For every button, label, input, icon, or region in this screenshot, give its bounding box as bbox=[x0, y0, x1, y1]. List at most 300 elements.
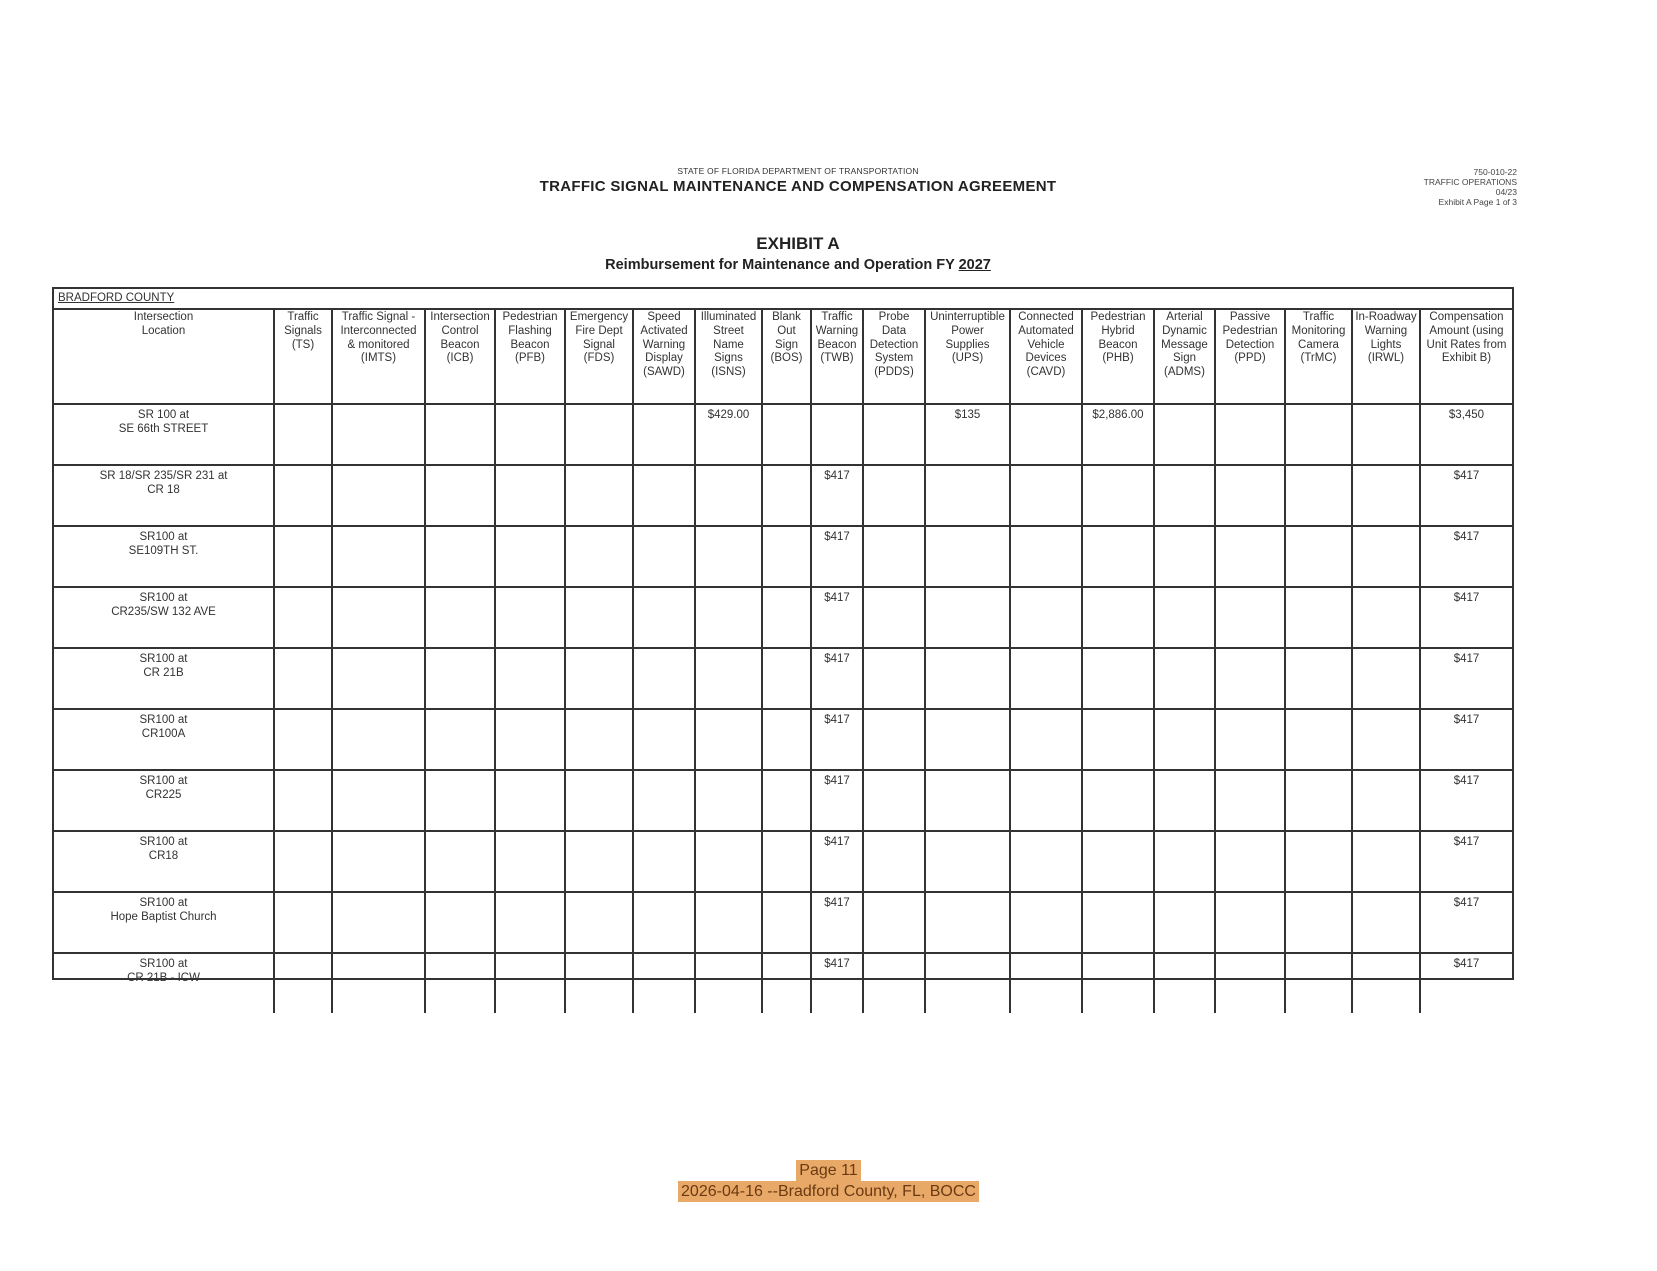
table-row bbox=[54, 892, 1512, 953]
column-header-line: Vehicle bbox=[1027, 338, 1065, 351]
amount-cell bbox=[1154, 404, 1215, 465]
column-header-line: Exhibit B) bbox=[1441, 352, 1492, 365]
amount-cell bbox=[1082, 648, 1154, 709]
column-header bbox=[695, 308, 762, 404]
amount-cell bbox=[1010, 709, 1082, 770]
intersection-location-line: SR100 at bbox=[139, 592, 188, 604]
intersection-location-line: SR 18/SR 235/SR 231 at bbox=[99, 470, 228, 482]
column-header-line: Signs bbox=[714, 352, 743, 365]
column-header-line: Monitoring bbox=[1291, 324, 1346, 337]
amount-cell bbox=[762, 770, 811, 831]
form-meta-block bbox=[1424, 167, 1517, 207]
amount-cell bbox=[425, 404, 495, 465]
column-header-line: Traffic bbox=[821, 311, 853, 323]
amount-cell bbox=[274, 526, 332, 587]
amount-cell bbox=[633, 831, 695, 892]
column-header-line: Display bbox=[645, 352, 683, 365]
compensation-amount-cell: $417 bbox=[1420, 465, 1512, 526]
reimbursement-table bbox=[52, 287, 1514, 984]
intersection-location-line: CR 18 bbox=[147, 484, 180, 496]
column-header-line: Pedestrian bbox=[502, 311, 558, 323]
table-row bbox=[54, 709, 1512, 770]
amount-cell bbox=[495, 892, 565, 953]
amount-cell bbox=[425, 587, 495, 648]
column-header bbox=[1352, 308, 1420, 404]
compensation-amount-cell: $417 bbox=[1420, 892, 1512, 953]
amount-cell bbox=[695, 831, 762, 892]
intersection-location-line: CR235/SW 132 AVE bbox=[111, 606, 216, 618]
amount-cell bbox=[495, 831, 565, 892]
intersection-location-cell bbox=[54, 404, 274, 465]
amount-cell bbox=[565, 526, 633, 587]
amount-cell bbox=[1352, 892, 1420, 953]
amount-cell bbox=[1082, 953, 1154, 1013]
amount-cell bbox=[1285, 709, 1352, 770]
amount-cell: $135 bbox=[925, 404, 1010, 465]
amount-cell bbox=[762, 953, 811, 1013]
amount-cell bbox=[332, 770, 425, 831]
amount-cell bbox=[332, 953, 425, 1013]
amount-cell bbox=[633, 404, 695, 465]
amount-cell bbox=[274, 404, 332, 465]
intersection-location-line: SE 66th STREET bbox=[118, 423, 209, 435]
amount-cell bbox=[1082, 587, 1154, 648]
intersection-location-cell bbox=[54, 831, 274, 892]
column-header-line: (UPS) bbox=[951, 352, 984, 365]
intersection-location-line: SR100 at bbox=[139, 714, 188, 726]
column-header-line: Illuminated bbox=[700, 311, 757, 323]
amount-cell bbox=[1285, 831, 1352, 892]
amount-cell bbox=[332, 587, 425, 648]
amount-cell bbox=[925, 587, 1010, 648]
column-header-line: In-Roadway bbox=[1355, 311, 1417, 323]
amount-cell: $417 bbox=[811, 770, 863, 831]
amount-cell bbox=[1154, 953, 1215, 1013]
amount-cell bbox=[1154, 465, 1215, 526]
column-header-line: Supplies bbox=[945, 338, 990, 351]
amount-cell bbox=[1215, 831, 1285, 892]
intersection-location-line: SE109TH ST. bbox=[128, 545, 199, 557]
amount-cell bbox=[332, 404, 425, 465]
amount-cell bbox=[425, 465, 495, 526]
intersection-location-line: SR100 at bbox=[139, 958, 188, 970]
amount-cell bbox=[633, 770, 695, 831]
intersection-location-line: SR100 at bbox=[139, 775, 188, 787]
column-header-line: Beacon bbox=[1098, 338, 1138, 351]
column-header-line: (SAWD) bbox=[643, 366, 685, 379]
amount-cell bbox=[274, 465, 332, 526]
amount-cell bbox=[1154, 526, 1215, 587]
compensation-amount-cell: $3,450 bbox=[1420, 404, 1512, 465]
amount-cell bbox=[1010, 831, 1082, 892]
amount-cell bbox=[1215, 404, 1285, 465]
compensation-amount-cell: $417 bbox=[1420, 770, 1512, 831]
column-header-line: Intersection bbox=[133, 311, 194, 323]
amount-cell bbox=[863, 648, 925, 709]
amount-cell bbox=[565, 709, 633, 770]
amount-cell bbox=[1215, 587, 1285, 648]
amount-cell bbox=[1010, 404, 1082, 465]
column-header-line: Signals bbox=[284, 324, 322, 337]
column-header-line: Lights bbox=[1370, 338, 1402, 351]
amount-cell bbox=[633, 892, 695, 953]
amount-cell bbox=[863, 709, 925, 770]
amount-cell bbox=[1154, 831, 1215, 892]
amount-cell bbox=[425, 831, 495, 892]
amount-cell bbox=[1082, 770, 1154, 831]
amount-cell bbox=[425, 953, 495, 1013]
amount-cell bbox=[1082, 892, 1154, 953]
amount-cell bbox=[332, 709, 425, 770]
amount-cell bbox=[1082, 831, 1154, 892]
amount-cell bbox=[1285, 892, 1352, 953]
amount-cell bbox=[495, 587, 565, 648]
amount-cell bbox=[1352, 648, 1420, 709]
column-header bbox=[1215, 308, 1285, 404]
amount-cell bbox=[1154, 770, 1215, 831]
amount-cell bbox=[425, 648, 495, 709]
amount-cell bbox=[695, 770, 762, 831]
intersection-location-cell bbox=[54, 770, 274, 831]
amount-cell bbox=[863, 404, 925, 465]
county-row bbox=[54, 289, 1512, 310]
amount-cell bbox=[863, 953, 925, 1013]
column-header-line: Passive bbox=[1229, 311, 1271, 323]
amount-cell bbox=[565, 770, 633, 831]
column-header-line: Signal bbox=[583, 338, 615, 351]
amount-cell bbox=[863, 892, 925, 953]
amount-cell bbox=[633, 587, 695, 648]
exhibit-subtitle bbox=[0, 257, 1596, 273]
amount-cell bbox=[1285, 404, 1352, 465]
column-header-line: Intersection bbox=[430, 311, 490, 323]
compensation-amount-cell: $417 bbox=[1420, 953, 1512, 1013]
table-row bbox=[54, 587, 1512, 648]
amount-cell bbox=[695, 526, 762, 587]
column-header-line: (TWB) bbox=[820, 352, 854, 365]
intersection-location-cell bbox=[54, 465, 274, 526]
amount-cell bbox=[1352, 709, 1420, 770]
column-header-line: Traffic bbox=[1302, 311, 1335, 323]
amount-cell bbox=[925, 709, 1010, 770]
amount-cell bbox=[925, 770, 1010, 831]
amount-cell bbox=[1285, 526, 1352, 587]
amount-cell: $417 bbox=[811, 709, 863, 770]
amount-cell bbox=[1010, 892, 1082, 953]
amount-cell bbox=[1082, 709, 1154, 770]
table-row bbox=[54, 465, 1512, 526]
intersection-location-line: CR100A bbox=[141, 728, 186, 740]
column-header-line: Warning bbox=[1364, 324, 1408, 337]
amount-cell bbox=[1352, 831, 1420, 892]
amount-cell bbox=[633, 953, 695, 1013]
amount-cell bbox=[1352, 526, 1420, 587]
amount-cell: $429.00 bbox=[695, 404, 762, 465]
amount-cell bbox=[565, 404, 633, 465]
meeting-label: 2026-04-16 --Bradford County, FL, BOCC bbox=[678, 1181, 979, 1202]
table-row bbox=[54, 404, 1512, 465]
compensation-amount-cell: $417 bbox=[1420, 831, 1512, 892]
amount-cell bbox=[495, 953, 565, 1013]
amount-cell: $2,886.00 bbox=[1082, 404, 1154, 465]
column-header-line: Connected bbox=[1018, 311, 1074, 323]
column-header-line: Sign bbox=[774, 338, 799, 351]
column-header-line: Speed bbox=[647, 311, 681, 323]
column-header bbox=[863, 308, 925, 404]
amount-cell bbox=[1082, 526, 1154, 587]
amount-cell bbox=[1010, 526, 1082, 587]
amount-cell bbox=[274, 587, 332, 648]
column-header-line: Emergency bbox=[569, 311, 629, 323]
county-label: BRADFORD COUNTY bbox=[58, 292, 175, 304]
column-header-line: Hybrid bbox=[1101, 324, 1135, 337]
amount-cell: $417 bbox=[811, 953, 863, 1013]
column-header bbox=[811, 308, 863, 404]
amount-cell bbox=[1154, 892, 1215, 953]
amount-cell bbox=[425, 526, 495, 587]
column-header-line: (ADMS) bbox=[1164, 366, 1205, 379]
page-label: Page 11 bbox=[796, 1160, 860, 1181]
amount-cell bbox=[1352, 465, 1420, 526]
column-header-line: Pedestrian bbox=[1090, 311, 1146, 323]
intersection-location-line: SR 100 at bbox=[137, 409, 190, 421]
amount-cell bbox=[1352, 953, 1420, 1013]
column-header bbox=[633, 308, 695, 404]
exhibit-subtitle-text: Reimbursement for Maintenance and Operation FY bbox=[605, 257, 959, 273]
amount-cell bbox=[1082, 465, 1154, 526]
column-header bbox=[495, 308, 565, 404]
amount-cell bbox=[762, 404, 811, 465]
amount-cell bbox=[565, 648, 633, 709]
amount-cell bbox=[1154, 709, 1215, 770]
amount-cell bbox=[925, 465, 1010, 526]
intersection-location-cell bbox=[54, 892, 274, 953]
amount-cell bbox=[925, 892, 1010, 953]
column-header-line: (FDS) bbox=[583, 352, 615, 365]
column-header-line: Unit Rates from bbox=[1426, 338, 1507, 351]
amount-cell bbox=[495, 404, 565, 465]
intersection-location-cell bbox=[54, 526, 274, 587]
column-header bbox=[332, 308, 425, 404]
column-header-line: Traffic bbox=[287, 311, 319, 323]
column-header bbox=[1154, 308, 1215, 404]
amount-cell bbox=[274, 709, 332, 770]
amount-cell bbox=[695, 648, 762, 709]
amount-cell bbox=[274, 953, 332, 1013]
amount-cell bbox=[495, 770, 565, 831]
table-row bbox=[54, 648, 1512, 709]
amount-cell bbox=[332, 526, 425, 587]
amount-cell bbox=[1154, 648, 1215, 709]
amount-cell bbox=[1215, 465, 1285, 526]
amount-cell bbox=[274, 770, 332, 831]
column-header-line: Amount (using bbox=[1429, 324, 1504, 337]
table-row bbox=[54, 526, 1512, 587]
column-header-line: Pedestrian bbox=[1222, 324, 1278, 337]
amount-cell bbox=[762, 648, 811, 709]
amount-cell bbox=[425, 709, 495, 770]
amount-cell: $417 bbox=[811, 831, 863, 892]
column-header bbox=[1082, 308, 1154, 404]
column-header bbox=[762, 308, 811, 404]
amount-cell bbox=[695, 892, 762, 953]
column-header-line: Arterial bbox=[1166, 311, 1203, 323]
amount-cell bbox=[1010, 465, 1082, 526]
amount-cell bbox=[1285, 648, 1352, 709]
intersection-location-line: SR100 at bbox=[139, 653, 188, 665]
column-header bbox=[1285, 308, 1352, 404]
column-header-line: (TrMC) bbox=[1300, 352, 1337, 365]
amount-cell bbox=[863, 770, 925, 831]
amount-cell bbox=[762, 892, 811, 953]
reimbursement-grid bbox=[54, 308, 1512, 1013]
column-header-line: Beacon bbox=[817, 338, 857, 351]
column-header bbox=[1420, 308, 1512, 404]
column-header-line: Location bbox=[141, 324, 186, 337]
amount-cell bbox=[1154, 587, 1215, 648]
amount-cell bbox=[863, 587, 925, 648]
column-header-line: Camera bbox=[1298, 338, 1339, 351]
amount-cell bbox=[1352, 587, 1420, 648]
amount-cell: $417 bbox=[811, 648, 863, 709]
amount-cell bbox=[1285, 465, 1352, 526]
amount-cell bbox=[332, 648, 425, 709]
amount-cell bbox=[1215, 648, 1285, 709]
column-header bbox=[565, 308, 633, 404]
column-header-line: Detection bbox=[1225, 338, 1275, 351]
agreement-title: TRAFFIC SIGNAL MAINTENANCE AND COMPENSATION AGREEMENT bbox=[539, 178, 1057, 195]
amount-cell bbox=[1215, 526, 1285, 587]
amount-cell bbox=[495, 465, 565, 526]
amount-cell bbox=[1352, 404, 1420, 465]
amount-cell bbox=[1352, 770, 1420, 831]
column-header-line: Sign bbox=[1172, 352, 1197, 365]
amount-cell bbox=[1215, 892, 1285, 953]
intersection-location-line: SR100 at bbox=[139, 531, 188, 543]
column-header-line: Activated bbox=[640, 324, 688, 337]
intersection-location-line: SR100 at bbox=[139, 897, 188, 909]
intersection-location-cell bbox=[54, 709, 274, 770]
amount-cell bbox=[633, 465, 695, 526]
amount-cell bbox=[695, 709, 762, 770]
column-header-line: Warning bbox=[815, 324, 859, 337]
column-header-line: Power bbox=[951, 324, 984, 337]
exhibit-title: EXHIBIT A bbox=[756, 234, 840, 253]
intersection-location-cell bbox=[54, 587, 274, 648]
intersection-location-line: CR 21B - ICW bbox=[127, 972, 200, 984]
amount-cell bbox=[695, 953, 762, 1013]
column-header-line: Beacon bbox=[510, 338, 550, 351]
amount-cell: $417 bbox=[811, 465, 863, 526]
amount-cell bbox=[495, 648, 565, 709]
amount-cell bbox=[925, 526, 1010, 587]
header-row bbox=[54, 308, 1512, 404]
column-header-location bbox=[54, 308, 274, 404]
amount-cell: $417 bbox=[811, 892, 863, 953]
column-header-line: (CAVD) bbox=[1026, 366, 1066, 379]
amount-cell bbox=[565, 953, 633, 1013]
amount-cell bbox=[1285, 953, 1352, 1013]
column-header-line: (PDDS) bbox=[874, 366, 914, 379]
column-header bbox=[274, 308, 332, 404]
amount-cell bbox=[863, 465, 925, 526]
amount-cell bbox=[425, 892, 495, 953]
state-department-line: STATE OF FLORIDA DEPARTMENT OF TRANSPORTATION bbox=[677, 166, 919, 176]
column-header bbox=[1010, 308, 1082, 404]
column-header-line: Probe bbox=[878, 311, 910, 323]
amount-cell bbox=[332, 465, 425, 526]
amount-cell: $417 bbox=[811, 587, 863, 648]
column-header-line: Flashing bbox=[508, 324, 552, 337]
form-page-ref: Exhibit A Page 1 of 3 bbox=[1438, 197, 1517, 207]
amount-cell bbox=[695, 587, 762, 648]
column-header-line: Street bbox=[713, 324, 744, 337]
column-header-line: Warning bbox=[642, 338, 686, 351]
table-row bbox=[54, 770, 1512, 831]
form-number: 750-010-22 bbox=[1473, 167, 1517, 177]
amount-cell bbox=[762, 465, 811, 526]
footer-meeting bbox=[0, 1181, 1657, 1202]
amount-cell bbox=[274, 831, 332, 892]
amount-cell bbox=[1010, 953, 1082, 1013]
amount-cell bbox=[925, 648, 1010, 709]
column-header-line: Fire Dept bbox=[575, 324, 623, 337]
column-header-line: & monitored bbox=[347, 338, 410, 351]
amount-cell bbox=[925, 831, 1010, 892]
amount-cell bbox=[811, 404, 863, 465]
form-office: TRAFFIC OPERATIONS bbox=[1423, 177, 1517, 187]
amount-cell bbox=[863, 526, 925, 587]
amount-cell bbox=[425, 770, 495, 831]
amount-cell bbox=[925, 953, 1010, 1013]
amount-cell bbox=[1010, 770, 1082, 831]
amount-cell bbox=[565, 892, 633, 953]
amount-cell bbox=[762, 526, 811, 587]
intersection-location-line: CR18 bbox=[148, 850, 179, 862]
compensation-amount-cell: $417 bbox=[1420, 648, 1512, 709]
column-header-line: (IRWL) bbox=[1367, 352, 1405, 365]
amount-cell bbox=[1285, 587, 1352, 648]
column-header-line: (ICB) bbox=[446, 352, 474, 365]
intersection-location-line: Hope Baptist Church bbox=[110, 911, 217, 923]
amount-cell bbox=[762, 587, 811, 648]
intersection-location-cell bbox=[54, 953, 274, 1013]
amount-cell bbox=[1215, 709, 1285, 770]
compensation-amount-cell: $417 bbox=[1420, 709, 1512, 770]
column-header-line: (ISNS) bbox=[711, 366, 746, 379]
form-revision: 04/23 bbox=[1495, 187, 1517, 197]
fiscal-year: 2027 bbox=[958, 257, 991, 273]
column-header-line: (BOS) bbox=[770, 352, 803, 365]
column-header bbox=[925, 308, 1010, 404]
column-header-line: Automated bbox=[1018, 324, 1074, 337]
amount-cell bbox=[1215, 770, 1285, 831]
intersection-location-cell bbox=[54, 648, 274, 709]
amount-cell bbox=[1215, 953, 1285, 1013]
column-header-line: Uninterruptible bbox=[930, 311, 1005, 323]
compensation-amount-cell: $417 bbox=[1420, 587, 1512, 648]
column-header-line: Data bbox=[881, 324, 907, 337]
column-header-line: Traffic Signal - bbox=[341, 311, 416, 323]
column-header-line: Control bbox=[441, 324, 479, 337]
column-header-line: Out bbox=[777, 324, 796, 337]
amount-cell bbox=[762, 709, 811, 770]
amount-cell bbox=[565, 587, 633, 648]
column-header-line: Beacon bbox=[440, 338, 480, 351]
amount-cell bbox=[633, 648, 695, 709]
amount-cell bbox=[495, 526, 565, 587]
amount-cell bbox=[695, 465, 762, 526]
